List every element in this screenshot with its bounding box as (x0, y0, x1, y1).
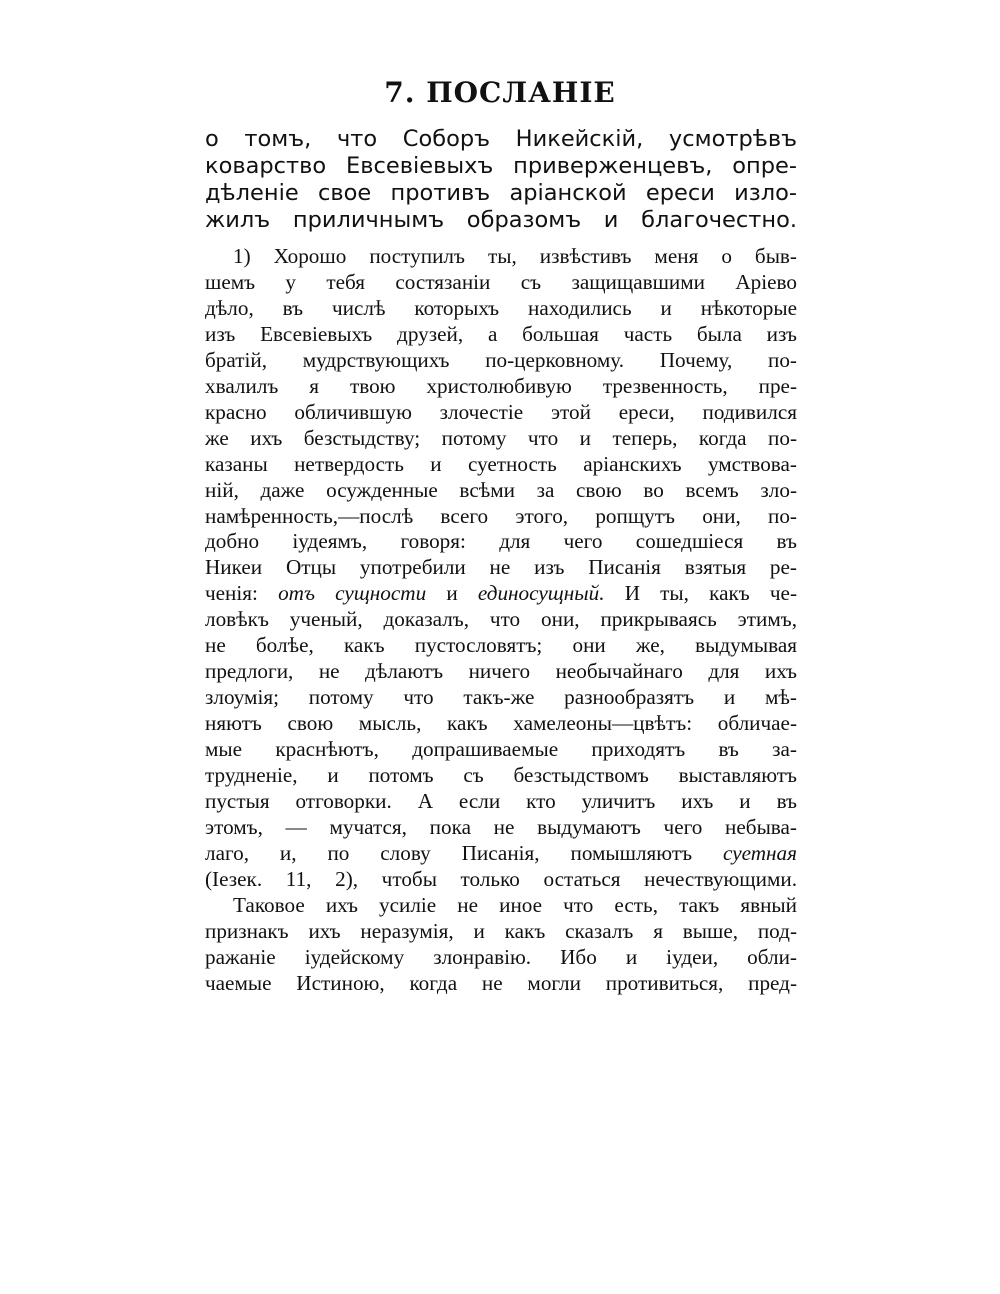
body-line-mixed (205, 581, 797, 607)
body-line: же ихъ безстыдству; потому что и теперь, когда по- (205, 425, 797, 450)
paragraph-2 (205, 893, 797, 997)
body-line: трудненіе, и потомъ съ безстыдствомъ выставляютъ (205, 763, 797, 788)
body-line: добно іудеямъ, говоря: для чего сошедшіеся въ (205, 529, 797, 554)
body-line: ловѣкъ ученый, доказалъ, что они, прикрываясь этимъ, (205, 607, 797, 632)
body-line: няютъ свою мысль, какъ хамелеоны—цвѣтъ: обличае- (205, 711, 797, 736)
summary-line: жилъ приличнымъ образомъ и благочестно. (205, 207, 797, 233)
body-line: братій, мудрствующихъ по-церковному. Почему, по- (205, 347, 797, 372)
body-line: казаны нетвердость и суетность аріанскихъ умствова- (205, 451, 797, 476)
letter-summary (205, 126, 797, 234)
letter-heading: 7. ПОСЛАНІЕ (384, 76, 616, 109)
paragraph-1 (205, 244, 797, 893)
summary-line: коварство Евсевіевыхъ приверженцевъ, опре- (205, 153, 797, 179)
body-line: красно обличившую злочестіе этой ереси, подивился (205, 399, 797, 424)
body-line: 1) Хорошо поступилъ ты, извѣстивъ меня о быв- (233, 244, 797, 268)
summary-line: дѣленіе свое противъ аріанской ереси изло- (205, 180, 797, 206)
body-line: Таковое ихъ усиліе не иное что есть, такъ явный (233, 892, 797, 917)
body-line: намѣренность,—послѣ всего этого, ропщутъ они, по- (205, 503, 797, 528)
body-line: хвалилъ я твою христолюбивую трезвенность, пре- (205, 373, 797, 398)
italic-term: отъ сущности (278, 581, 427, 606)
body-line: злоумія; потому что такъ-же разнообразятъ и мѣ- (205, 685, 797, 710)
body-line: мые краснѣютъ, допрашиваемые приходятъ въ за- (205, 737, 797, 762)
body-line: ражаніе іудейскому злонравію. Ибо и іудеи, обли- (205, 944, 797, 969)
body-line: Никеи Отцы употребили не изъ Писанія взятыя ре- (205, 555, 797, 580)
body-line: дѣло, въ числѣ которыхъ находились и нѣкоторые (205, 295, 797, 320)
body-line: ній, даже осужденные всѣми за свою во всемъ зло- (205, 477, 797, 502)
body-line: пустыя отговорки. А если кто уличитъ ихъ и въ (205, 789, 797, 814)
body-line: изъ Евсевіевыхъ друзей, а большая часть была изъ (205, 321, 797, 346)
body-line: признакъ ихъ неразумія, и какъ сказалъ я выше, под- (205, 918, 797, 943)
body-line: не болѣе, какъ пустословятъ; они же, выдумывая (205, 633, 797, 658)
body-line: чаемые Истиною, когда не могли противиться, пред- (205, 970, 797, 995)
body-line: этомъ, — мучатся, пока не выдумаютъ чего небыва- (205, 814, 797, 839)
body-text-run: ченія: (205, 581, 279, 606)
body-text-run: И ты, какъ че- (604, 581, 797, 606)
letter-body (205, 244, 797, 997)
body-text-run: и (426, 581, 478, 606)
body-line: предлоги, не дѣлаютъ ничего необычайнаго для ихъ (205, 659, 797, 684)
italic-term: единосущный. (477, 581, 605, 606)
body-line: (Iезек. 11, 2), чтобы только остаться нечествующими. (205, 866, 797, 891)
body-line: шемъ у тебя состязаніи съ защищавшими Аріево (205, 269, 797, 294)
summary-line: о томъ, что Соборъ Никейскій, усмотрѣвъ (205, 126, 797, 152)
body-text-run: лаго, и, по слову Писанія, помышляютъ (205, 840, 723, 865)
body-line-mixed (205, 841, 797, 867)
italic-term: суетная (722, 840, 797, 865)
